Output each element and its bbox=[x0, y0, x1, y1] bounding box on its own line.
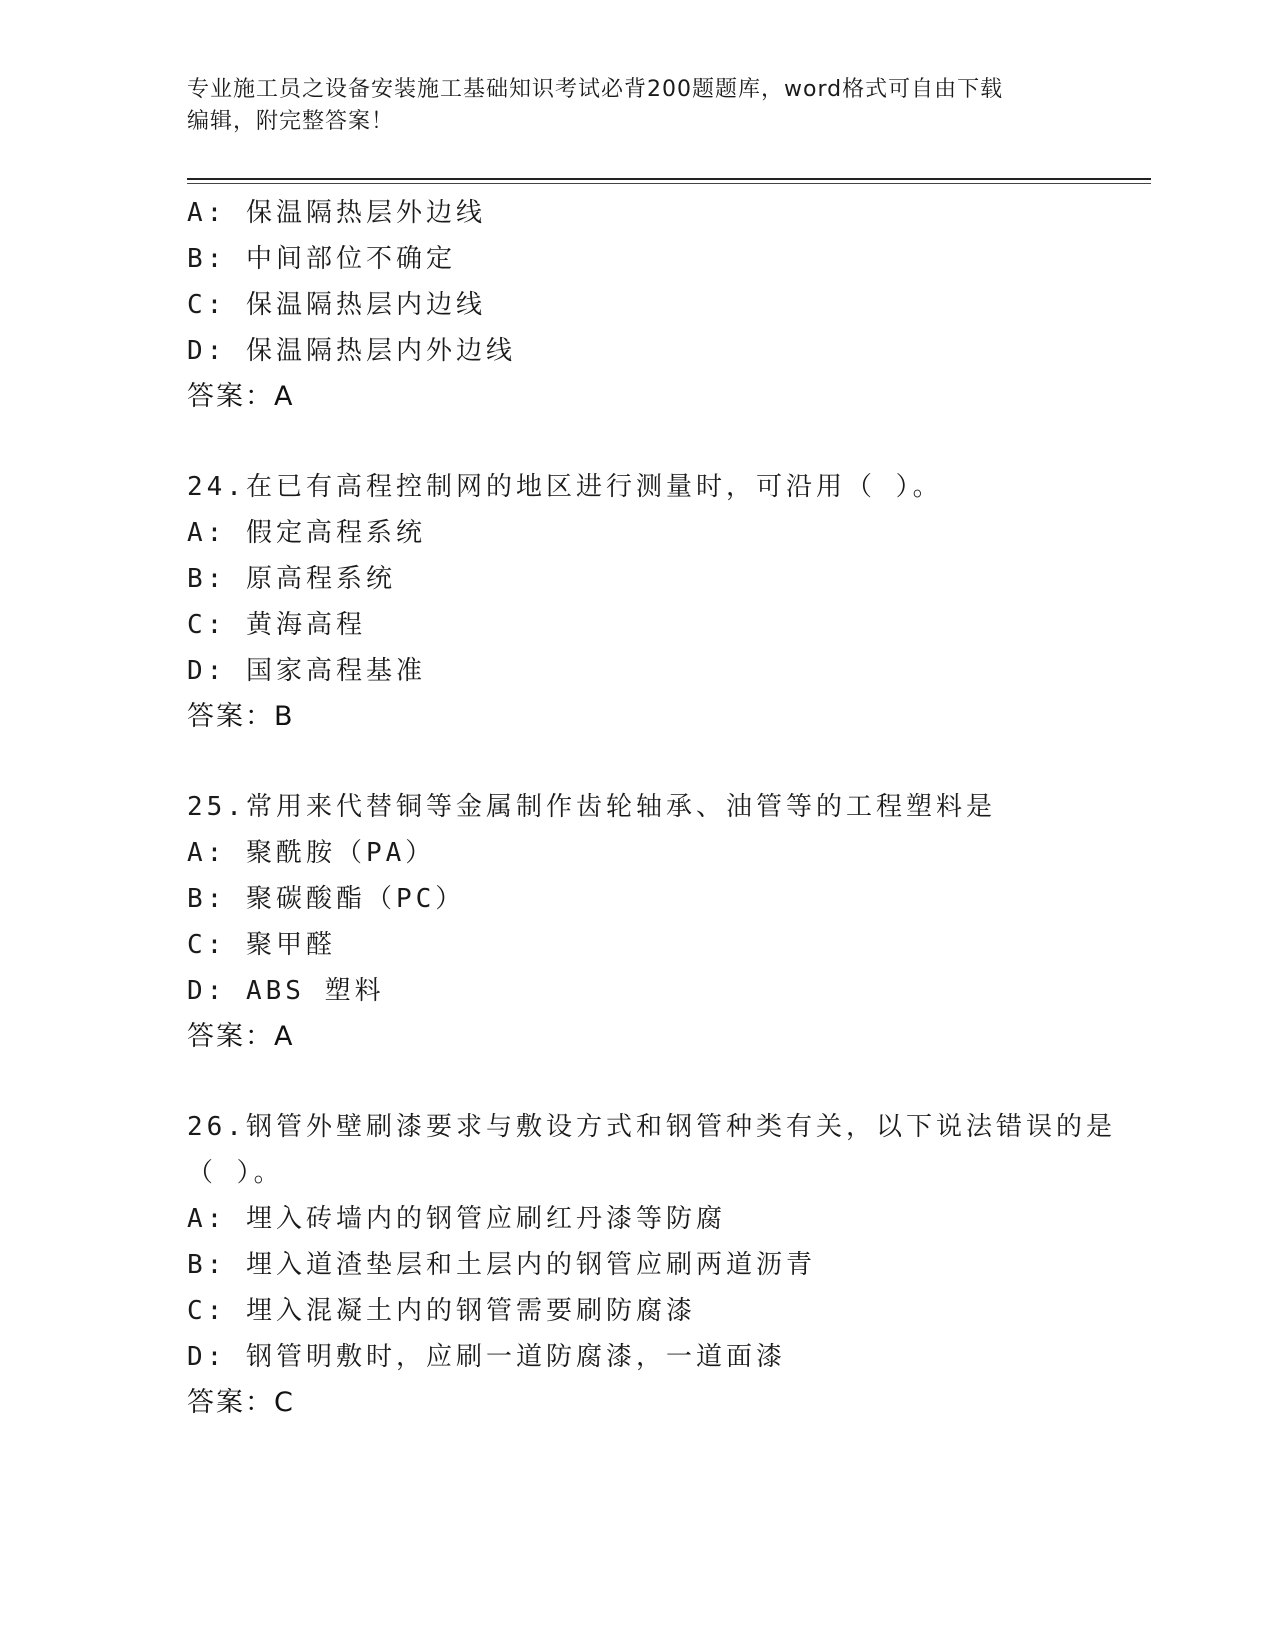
spacer bbox=[187, 740, 1147, 784]
question-26 bbox=[187, 1104, 1147, 1426]
answer: 答案：A bbox=[187, 1021, 295, 1052]
answer: 答案：B bbox=[187, 701, 295, 732]
answer: 答案：C bbox=[187, 1387, 295, 1418]
spacer bbox=[187, 420, 1147, 464]
question-text: 26.钢管外壁刷漆要求与敷设方式和钢管种类有关，以下说法错误的是 bbox=[187, 1112, 1116, 1142]
question-23 bbox=[187, 190, 1147, 420]
answer: 答案：A bbox=[187, 381, 295, 412]
question-text-continued: （ ）。 bbox=[187, 1158, 284, 1188]
question-text: 25.常用来代替铜等金属制作齿轮轴承、油管等的工程塑料是 bbox=[187, 792, 996, 822]
option-a: A: 假定高程系统 bbox=[187, 518, 426, 548]
option-c: C: 聚甲醛 bbox=[187, 930, 336, 960]
header-divider-thick bbox=[187, 178, 1151, 180]
option-a: A: 保温隔热层外边线 bbox=[187, 198, 486, 228]
question-24 bbox=[187, 464, 1147, 740]
option-a: A: 聚酰胺（PA） bbox=[187, 838, 436, 868]
option-d: D: 国家高程基准 bbox=[187, 656, 426, 686]
option-b: B: 中间部位不确定 bbox=[187, 244, 456, 274]
option-b: B: 原高程系统 bbox=[187, 564, 396, 594]
option-a: A: 埋入砖墙内的钢管应刷红丹漆等防腐 bbox=[187, 1204, 726, 1234]
question-text: 24.在已有高程控制网的地区进行测量时，可沿用（ ）。 bbox=[187, 472, 943, 502]
header-line-1: 专业施工员之设备安装施工基础知识考试必背200题题库，word格式可自由下载 bbox=[187, 77, 1004, 102]
option-b: B: 埋入道渣垫层和土层内的钢管应刷两道沥青 bbox=[187, 1250, 816, 1280]
option-c: C: 黄海高程 bbox=[187, 610, 366, 640]
option-d: D: 保温隔热层内外边线 bbox=[187, 336, 516, 366]
spacer bbox=[187, 1060, 1147, 1104]
question-list bbox=[187, 190, 1147, 1426]
option-c: C: 保温隔热层内边线 bbox=[187, 290, 486, 320]
option-d: D: 钢管明敷时，应刷一道防腐漆，一道面漆 bbox=[187, 1342, 786, 1372]
header-line-2: 编辑，附完整答案！ bbox=[187, 109, 395, 134]
option-c: C: 埋入混凝土内的钢管需要刷防腐漆 bbox=[187, 1296, 696, 1326]
question-25 bbox=[187, 784, 1147, 1060]
option-b: B: 聚碳酸酯（PC） bbox=[187, 884, 466, 914]
header-divider-thin bbox=[187, 183, 1151, 184]
document-header bbox=[187, 74, 1087, 138]
option-d: D: ABS 塑料 bbox=[187, 976, 385, 1006]
